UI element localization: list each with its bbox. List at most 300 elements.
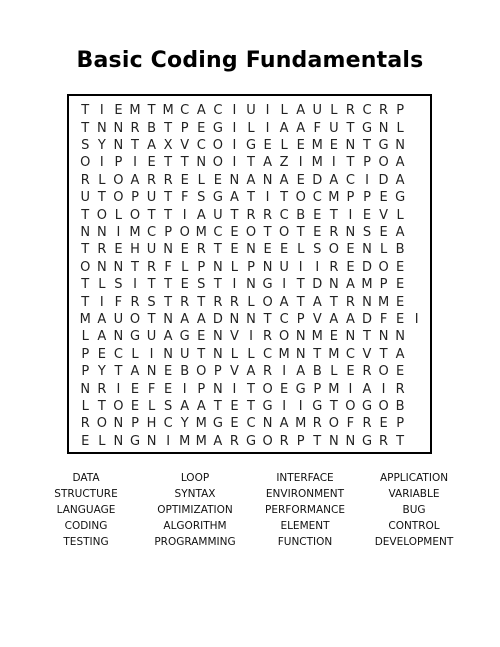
grid-letter: R xyxy=(180,294,190,310)
grid-letter: P xyxy=(213,364,222,380)
grid-letter xyxy=(408,137,425,154)
grid-letter: N xyxy=(80,381,91,397)
grid-letter: L xyxy=(147,398,156,414)
grid-letter: F xyxy=(313,120,322,136)
grid-letter: A xyxy=(279,120,289,136)
word-item: ELEMENT xyxy=(280,520,330,532)
grid-letter xyxy=(408,363,425,380)
grid-letter: A xyxy=(279,294,289,310)
grid-letter xyxy=(408,398,425,415)
grid-letter: N xyxy=(113,259,124,275)
grid-letter: N xyxy=(295,346,306,362)
grid-letter: T xyxy=(247,155,255,171)
grid-letter: I xyxy=(166,433,171,449)
grid-letter: O xyxy=(378,259,389,275)
grid-letter: M xyxy=(311,137,323,153)
grid-letter: E xyxy=(396,364,405,380)
grid-letter: N xyxy=(113,416,124,432)
grid-letter: U xyxy=(329,120,339,136)
grid-letter: I xyxy=(182,207,187,223)
grid-letter: N xyxy=(345,137,356,153)
grid-letter: G xyxy=(212,120,223,136)
grid-letter: N xyxy=(262,172,273,188)
grid-letter: L xyxy=(81,398,89,414)
grid-letter: N xyxy=(378,120,389,136)
grid-letter: N xyxy=(246,242,256,258)
grid-letter: A xyxy=(362,381,372,397)
grid-letter: R xyxy=(362,416,372,432)
letter-grid xyxy=(77,102,425,450)
grid-letter xyxy=(408,415,425,432)
grid-letter: M xyxy=(361,277,373,293)
grid-letter: E xyxy=(197,329,206,345)
grid-letter: I xyxy=(232,137,237,153)
grid-letter: U xyxy=(113,311,124,327)
grid-letter: G xyxy=(295,381,306,397)
grid-letter: L xyxy=(379,242,388,258)
grid-letter: O xyxy=(113,172,124,188)
grid-letter: Y xyxy=(97,137,106,153)
grid-letter: G xyxy=(262,277,273,293)
grid-letter: C xyxy=(213,224,223,240)
grid-letter: A xyxy=(196,398,206,414)
grid-letter: T xyxy=(147,311,156,327)
grid-letter: G xyxy=(361,398,373,414)
grid-letter: M xyxy=(129,224,141,240)
grid-letter: E xyxy=(379,224,388,240)
grid-letter: L xyxy=(230,259,239,275)
grid-letter: T xyxy=(396,433,405,449)
grid-letter: E xyxy=(130,398,140,414)
grid-letter: T xyxy=(197,346,206,362)
grid-letter: T xyxy=(363,329,371,345)
word-item: PERFORMANCE xyxy=(265,504,345,516)
grid-letter: F xyxy=(180,190,189,206)
grid-letter: N xyxy=(212,259,223,275)
grid-letter: F xyxy=(346,416,355,432)
grid-letter: R xyxy=(80,172,90,188)
grid-letter: G xyxy=(245,137,257,153)
grid-letter: R xyxy=(345,294,355,310)
grid-letter: O xyxy=(80,155,91,171)
grid-letter: U xyxy=(179,346,190,362)
grid-letter: N xyxy=(163,346,173,362)
grid-letter xyxy=(408,119,425,136)
grid-letter: N xyxy=(262,259,273,275)
grid-letter: E xyxy=(396,294,405,310)
grid-letter: I xyxy=(381,381,386,397)
grid-letter: A xyxy=(263,155,273,171)
grid-letter: T xyxy=(164,120,173,136)
grid-letter: E xyxy=(230,242,239,258)
grid-letter: T xyxy=(147,277,156,293)
grid-letter: T xyxy=(379,346,388,362)
grid-letter: V xyxy=(229,329,239,345)
grid-letter: C xyxy=(246,416,256,432)
grid-letter: I xyxy=(232,155,237,171)
grid-letter: A xyxy=(395,155,405,171)
grid-letter: A xyxy=(395,224,405,240)
grid-letter: E xyxy=(296,137,305,153)
grid-letter: T xyxy=(97,190,106,206)
grid-letter: H xyxy=(130,242,140,258)
grid-letter: U xyxy=(279,259,289,275)
grid-letter: I xyxy=(133,277,137,293)
grid-letter: S xyxy=(81,137,90,153)
grid-letter: I xyxy=(99,103,104,119)
grid-letter: M xyxy=(79,311,91,327)
grid-letter: E xyxy=(280,242,289,258)
grid-letter: T xyxy=(81,207,90,223)
grid-letter: E xyxy=(180,277,189,293)
grid-letter: N xyxy=(96,120,107,136)
grid-letter: A xyxy=(296,364,306,380)
grid-letter: T xyxy=(247,190,255,206)
grid-letter: O xyxy=(245,224,257,240)
grid-letter xyxy=(408,259,425,276)
grid-letter: A xyxy=(180,311,190,327)
grid-letter: F xyxy=(379,311,388,327)
grid-letter: T xyxy=(164,294,173,310)
grid-letter: R xyxy=(213,294,223,310)
grid-letter: I xyxy=(232,381,237,397)
grid-letter: I xyxy=(265,120,270,136)
grid-letter: R xyxy=(379,433,389,449)
grid-letter: C xyxy=(180,103,190,119)
word-item: LANGUAGE xyxy=(56,504,116,516)
grid-letter: L xyxy=(181,259,189,275)
grid-letter: L xyxy=(396,120,404,136)
grid-letter: A xyxy=(312,294,322,310)
grid-letter: E xyxy=(147,155,156,171)
word-column xyxy=(245,470,365,550)
grid-letter: Y xyxy=(180,416,189,432)
grid-letter: P xyxy=(363,155,371,171)
grid-letter: F xyxy=(164,259,172,275)
word-item: OPTIMIZATION xyxy=(157,504,233,516)
word-column xyxy=(135,470,255,550)
grid-letter: L xyxy=(330,364,338,380)
grid-letter: A xyxy=(329,311,339,327)
grid-letter xyxy=(408,206,425,223)
grid-letter: S xyxy=(164,398,173,414)
grid-letter: T xyxy=(81,294,90,310)
grid-letter: R xyxy=(130,294,140,310)
grid-letter: C xyxy=(279,311,289,327)
grid-letter: N xyxy=(362,294,372,310)
grid-letter: E xyxy=(263,137,272,153)
grid-letter: E xyxy=(296,172,305,188)
grid-letter: O xyxy=(262,381,273,397)
grid-letter: M xyxy=(377,294,390,310)
puzzle-grid-frame xyxy=(67,94,432,454)
grid-letter: O xyxy=(262,294,273,310)
grid-letter: S xyxy=(313,242,322,258)
grid-letter: E xyxy=(346,364,355,380)
grid-letter: N xyxy=(80,224,91,240)
grid-letter: T xyxy=(81,277,90,293)
grid-letter: I xyxy=(232,103,237,119)
grid-letter: I xyxy=(133,155,137,171)
grid-letter: G xyxy=(212,190,223,206)
word-item: CODING xyxy=(64,520,108,532)
grid-letter: I xyxy=(282,277,287,293)
grid-letter: L xyxy=(330,103,338,119)
grid-letter: I xyxy=(298,155,303,171)
word-item: VARIABLE xyxy=(388,488,440,500)
grid-letter: C xyxy=(263,346,273,362)
word-item: TESTING xyxy=(63,536,109,548)
grid-letter: E xyxy=(379,416,388,432)
grid-letter: G xyxy=(361,433,373,449)
grid-letter: E xyxy=(213,172,222,188)
grid-letter: N xyxy=(163,242,173,258)
grid-letter: B xyxy=(312,364,322,380)
word-list xyxy=(0,470,500,560)
grid-letter: U xyxy=(312,103,323,119)
grid-letter: N xyxy=(113,137,124,153)
grid-letter: Z xyxy=(279,155,289,171)
grid-letter: A xyxy=(345,311,355,327)
grid-letter: R xyxy=(379,103,389,119)
grid-letter: N xyxy=(163,311,173,327)
grid-letter: M xyxy=(162,103,174,119)
grid-letter: T xyxy=(296,224,305,240)
grid-letter: I xyxy=(365,172,369,188)
grid-letter: C xyxy=(196,137,206,153)
grid-letter: V xyxy=(362,346,372,362)
grid-letter: N xyxy=(212,329,223,345)
grid-letter: U xyxy=(80,190,91,206)
grid-letter: N xyxy=(96,224,107,240)
grid-letter: P xyxy=(81,364,90,380)
grid-letter: V xyxy=(379,207,389,223)
grid-letter: E xyxy=(346,242,355,258)
grid-letter: I xyxy=(249,329,253,345)
grid-letter: N xyxy=(378,329,389,345)
grid-letter: T xyxy=(180,155,189,171)
grid-letter: S xyxy=(114,277,123,293)
grid-letter: T xyxy=(346,120,355,136)
grid-letter: T xyxy=(147,103,156,119)
grid-letter: E xyxy=(396,311,405,327)
grid-letter: E xyxy=(313,207,322,223)
grid-letter: L xyxy=(280,137,288,153)
grid-letter: G xyxy=(179,329,190,345)
grid-letter: E xyxy=(280,381,289,397)
grid-letter: F xyxy=(147,381,156,397)
grid-letter: M xyxy=(195,433,207,449)
grid-letter xyxy=(408,276,425,293)
grid-letter: T xyxy=(81,103,90,119)
grid-letter: S xyxy=(147,294,156,310)
grid-letter: R xyxy=(263,364,273,380)
grid-letter: A xyxy=(246,172,256,188)
grid-letter: E xyxy=(329,137,338,153)
grid-letter: T xyxy=(131,137,139,153)
grid-letter: T xyxy=(147,207,156,223)
grid-letter: T xyxy=(97,398,106,414)
grid-letter: N xyxy=(246,277,256,293)
grid-letter: N xyxy=(262,416,273,432)
grid-letter: I xyxy=(149,346,154,362)
grid-letter: E xyxy=(130,381,140,397)
grid-letter: A xyxy=(345,277,355,293)
word-item: ALGORITHM xyxy=(163,520,227,532)
grid-letter: P xyxy=(131,190,139,206)
grid-letter: E xyxy=(396,277,405,293)
grid-letter: M xyxy=(328,190,340,206)
grid-letter: P xyxy=(363,190,371,206)
grid-letter: P xyxy=(197,259,206,275)
grid-letter: T xyxy=(164,207,173,223)
grid-letter: R xyxy=(196,242,206,258)
grid-letter: P xyxy=(164,224,173,240)
grid-letter: N xyxy=(395,329,405,345)
grid-letter: P xyxy=(131,416,139,432)
grid-letter: N xyxy=(196,155,207,171)
grid-letter: A xyxy=(130,172,140,188)
grid-letter: E xyxy=(379,190,388,206)
grid-letter: M xyxy=(195,224,207,240)
grid-letter: S xyxy=(362,224,372,240)
grid-letter: T xyxy=(131,259,139,275)
grid-letter: C xyxy=(345,346,355,362)
grid-letter: N xyxy=(295,329,306,345)
grid-letter: E xyxy=(114,103,123,119)
grid-letter: P xyxy=(313,381,322,397)
grid-letter: S xyxy=(197,277,206,293)
grid-letter: C xyxy=(279,207,289,223)
grid-letter: I xyxy=(348,381,353,397)
grid-letter: H xyxy=(146,416,157,432)
grid-letter: T xyxy=(213,398,222,414)
grid-letter: G xyxy=(129,329,141,345)
grid-letter: G xyxy=(378,137,389,153)
grid-letter: G xyxy=(312,398,323,414)
grid-letter xyxy=(408,346,425,363)
grid-letter: N xyxy=(113,433,124,449)
grid-letter: G xyxy=(212,416,223,432)
grid-letter: Y xyxy=(97,364,106,380)
grid-letter: E xyxy=(329,329,338,345)
grid-letter: L xyxy=(81,329,89,345)
grid-letter: N xyxy=(362,242,372,258)
grid-letter: L xyxy=(131,346,139,362)
grid-letter: U xyxy=(146,242,157,258)
grid-letter: E xyxy=(180,172,189,188)
grid-letter: I xyxy=(298,259,303,275)
grid-letter: N xyxy=(212,381,223,397)
grid-letter: O xyxy=(113,190,124,206)
grid-letter: E xyxy=(114,242,123,258)
grid-letter: I xyxy=(116,224,121,240)
word-item: PROGRAMMING xyxy=(154,536,236,548)
grid-letter: I xyxy=(298,398,303,414)
grid-letter: A xyxy=(97,311,107,327)
grid-letter: T xyxy=(263,224,272,240)
grid-letter: O xyxy=(129,311,141,327)
grid-letter: A xyxy=(296,120,306,136)
grid-letter: O xyxy=(279,224,290,240)
grid-letter: N xyxy=(246,311,256,327)
grid-letter xyxy=(408,102,425,119)
grid-letter: R xyxy=(229,433,239,449)
grid-letter xyxy=(408,293,425,310)
grid-letter: R xyxy=(229,294,239,310)
grid-letter: C xyxy=(163,416,173,432)
grid-letter: R xyxy=(279,433,289,449)
grid-letter: N xyxy=(113,329,124,345)
grid-letter: E xyxy=(346,259,355,275)
grid-letter: N xyxy=(212,346,223,362)
grid-letter: E xyxy=(97,346,106,362)
grid-letter: I xyxy=(331,155,336,171)
grid-letter: M xyxy=(195,416,207,432)
word-item: APPLICATION xyxy=(379,472,449,484)
word-column xyxy=(354,470,474,550)
grid-letter: M xyxy=(328,346,340,362)
grid-letter: B xyxy=(395,242,405,258)
grid-letter: V xyxy=(229,364,239,380)
grid-letter: T xyxy=(296,277,305,293)
grid-letter: P xyxy=(180,120,189,136)
grid-letter: N xyxy=(229,311,240,327)
grid-letter: E xyxy=(197,120,206,136)
word-item: DEVELOPMENT xyxy=(374,536,454,548)
grid-letter xyxy=(408,224,425,241)
grid-letter: A xyxy=(213,433,223,449)
word-item: FUNCTION xyxy=(277,536,333,548)
grid-letter: O xyxy=(113,398,124,414)
grid-letter: O xyxy=(96,416,107,432)
grid-letter: E xyxy=(180,242,189,258)
word-item: ENVIRONMENT xyxy=(265,488,345,500)
grid-letter: I xyxy=(116,381,121,397)
grid-letter xyxy=(408,241,425,258)
grid-letter: R xyxy=(97,242,107,258)
grid-letter: T xyxy=(164,155,173,171)
grid-letter: A xyxy=(395,346,405,362)
grid-letter: L xyxy=(247,120,255,136)
grid-letter: B xyxy=(180,364,190,380)
grid-letter: T xyxy=(81,242,90,258)
grid-letter xyxy=(408,380,425,397)
grid-letter: O xyxy=(328,242,339,258)
grid-letter: A xyxy=(395,172,405,188)
grid-letter: A xyxy=(147,137,157,153)
grid-letter: R xyxy=(147,172,157,188)
grid-letter: E xyxy=(164,364,173,380)
grid-letter xyxy=(408,328,425,345)
grid-letter: L xyxy=(98,172,106,188)
grid-letter: O xyxy=(212,155,223,171)
grid-letter: N xyxy=(395,137,405,153)
grid-letter: D xyxy=(212,311,223,327)
grid-letter: F xyxy=(114,294,123,310)
grid-letter: E xyxy=(164,381,173,397)
grid-letter: L xyxy=(98,277,106,293)
grid-letter: A xyxy=(97,329,107,345)
grid-letter: A xyxy=(196,103,206,119)
grid-letter: R xyxy=(147,259,157,275)
grid-letter: M xyxy=(278,346,290,362)
grid-letter: P xyxy=(379,277,388,293)
grid-letter: T xyxy=(213,277,222,293)
grid-letter: G xyxy=(395,190,406,206)
grid-letter: R xyxy=(263,329,273,345)
grid-letter: D xyxy=(361,259,372,275)
